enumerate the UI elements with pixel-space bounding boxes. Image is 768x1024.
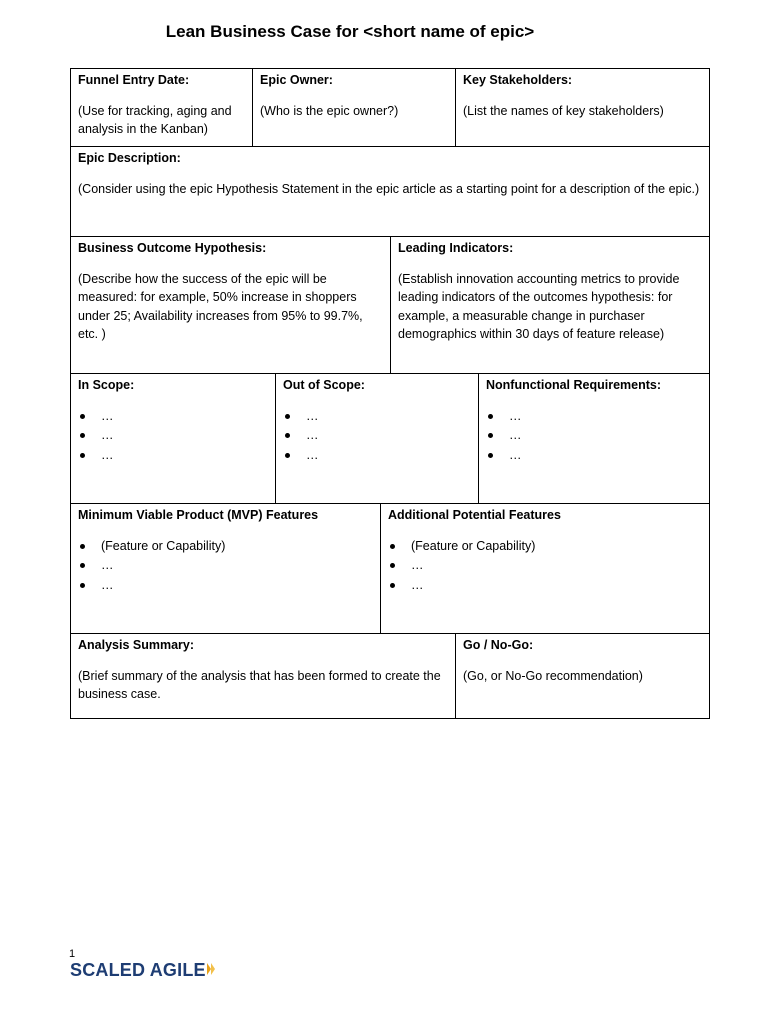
list-item: … bbox=[283, 426, 472, 446]
cell-body: (Who is the epic owner?) bbox=[260, 103, 399, 118]
cell-body: (Brief summary of the analysis that has been formed to create the business case. bbox=[78, 668, 441, 701]
list-item: … bbox=[78, 446, 269, 466]
cell-in-scope bbox=[71, 374, 275, 503]
cell-heading: Out of Scope: bbox=[283, 378, 365, 392]
cell-out-of-scope bbox=[275, 374, 478, 503]
document-title: Lean Business Case for <short name of epic> bbox=[165, 22, 535, 41]
logo-text: SCALED AGILE bbox=[70, 960, 206, 980]
cell-mvp-features bbox=[71, 504, 380, 633]
cell-heading: Go / No-Go: bbox=[463, 638, 534, 652]
cell-heading: Business Outcome Hypothesis: bbox=[78, 241, 267, 255]
cell-heading: Minimum Viable Product (MVP) Features bbox=[78, 508, 319, 522]
cell-go-no-go bbox=[455, 634, 709, 718]
scaled-agile-mark-icon bbox=[207, 962, 216, 980]
bullet-list bbox=[78, 407, 269, 466]
list-item: (Feature or Capability) bbox=[388, 537, 703, 557]
cell-analysis-summary bbox=[71, 634, 455, 718]
cell-epic-owner bbox=[252, 69, 455, 146]
cell-heading: Key Stakeholders: bbox=[463, 73, 573, 87]
cell-key-stakeholders bbox=[455, 69, 709, 146]
cell-body: (Consider using the epic Hypothesis Statement in the epic article as a starting point for a description of the epic.) bbox=[78, 181, 700, 196]
list-item: … bbox=[78, 576, 374, 596]
list-item: … bbox=[78, 407, 269, 427]
cell-nonfunctional-requirements bbox=[478, 374, 709, 503]
bullet-list bbox=[486, 407, 703, 466]
cell-heading: Funnel Entry Date: bbox=[78, 73, 190, 87]
list-item: … bbox=[283, 446, 472, 466]
page-number: 1 bbox=[69, 948, 76, 960]
cell-funnel-entry-date bbox=[71, 69, 252, 146]
cell-additional-features bbox=[380, 504, 709, 633]
list-item: (Feature or Capability) bbox=[78, 537, 374, 557]
list-item: … bbox=[78, 426, 269, 446]
bullet-list bbox=[78, 537, 374, 596]
list-item: … bbox=[78, 556, 374, 576]
cell-leading-indicators bbox=[390, 237, 709, 373]
list-item: … bbox=[486, 407, 703, 427]
list-item: … bbox=[388, 556, 703, 576]
cell-heading: Epic Owner: bbox=[260, 73, 333, 87]
cell-heading: Nonfunctional Requirements: bbox=[486, 378, 662, 392]
cell-body: (List the names of key stakeholders) bbox=[463, 103, 664, 118]
table-row-hypothesis bbox=[70, 237, 710, 374]
bullet-list bbox=[388, 537, 703, 596]
list-item: … bbox=[283, 407, 472, 427]
table-row-dates bbox=[70, 68, 710, 147]
cell-heading: Epic Description: bbox=[78, 151, 181, 165]
list-item: … bbox=[388, 576, 703, 596]
scaled-agile-logo bbox=[70, 960, 216, 981]
cell-body: (Establish innovation accounting metrics to provide leading indicators of the outcomes hypothesis: for example, a measurable change in purchaser demographics within 30 days of feature release) bbox=[398, 271, 680, 341]
bullet-list bbox=[283, 407, 472, 466]
list-item: … bbox=[486, 426, 703, 446]
cell-business-outcome-hypothesis bbox=[71, 237, 390, 373]
cell-epic-description bbox=[71, 147, 709, 236]
list-item: … bbox=[486, 446, 703, 466]
cell-body: (Use for tracking, aging and analysis in the Kanban) bbox=[78, 103, 232, 136]
cell-heading: Leading Indicators: bbox=[398, 241, 514, 255]
table-row-features bbox=[70, 504, 710, 634]
cell-body: (Describe how the success of the epic will be measured: for example, 50% increase in shoppers under 25; Availability increases from 95% to 99.7%, etc. ) bbox=[78, 271, 363, 341]
table-row-description bbox=[70, 147, 710, 237]
table-row-scope bbox=[70, 374, 710, 504]
table-row-summary bbox=[70, 634, 710, 719]
cell-body: (Go, or No-Go recommendation) bbox=[463, 668, 643, 683]
cell-heading: Analysis Summary: bbox=[78, 638, 195, 652]
business-case-table bbox=[70, 68, 710, 719]
cell-heading: In Scope: bbox=[78, 378, 135, 392]
cell-heading: Additional Potential Features bbox=[388, 508, 561, 522]
